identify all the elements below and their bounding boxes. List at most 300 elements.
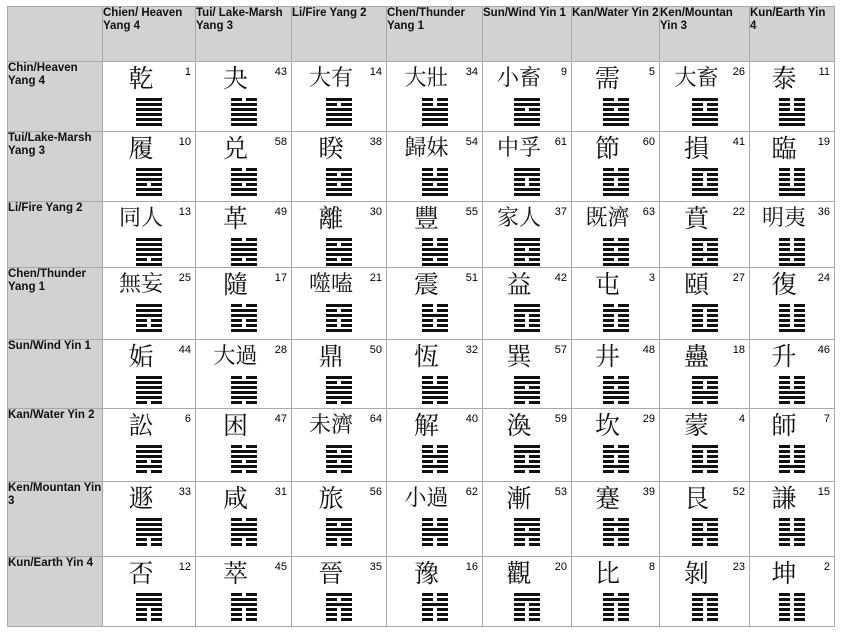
hexagram-number: 25 [178, 272, 191, 284]
yang-line [692, 396, 718, 399]
yin-line [692, 314, 718, 317]
hexagram-number: 64 [369, 413, 382, 425]
yang-line [422, 528, 448, 531]
yin-line [779, 593, 805, 596]
hexagram-symbol-icon [231, 304, 257, 332]
hexagram-cell [660, 557, 750, 627]
hexagram-name: 革 [222, 204, 248, 233]
hexagram-symbol-icon [136, 238, 162, 266]
hexagram-number: 48 [642, 344, 655, 356]
yang-line [514, 465, 540, 468]
hexagram-name: 既濟 [585, 206, 630, 231]
hexagram-name: 蠱 [683, 342, 709, 371]
hexagram-name: 萃 [222, 559, 248, 588]
column-header-3: Li/Fire Yang 2 [292, 7, 387, 62]
hexagram-cell [750, 132, 835, 202]
hexagram-name: 頤 [683, 270, 709, 299]
yin-line [514, 603, 540, 606]
yin-line [231, 543, 257, 546]
yin-line [136, 538, 162, 541]
yin-line [422, 613, 448, 616]
yin-line [779, 523, 805, 526]
yin-line [603, 168, 629, 171]
yang-line [326, 248, 352, 251]
yin-line [692, 381, 718, 384]
yin-line [603, 183, 629, 186]
yin-line [326, 381, 352, 384]
yang-line [136, 248, 162, 251]
hexagram-name: 井 [594, 342, 620, 371]
hexagram-number: 51 [465, 272, 478, 284]
yin-line [779, 108, 805, 111]
yin-line [231, 304, 257, 307]
yin-line [692, 319, 718, 322]
yang-line [326, 455, 352, 458]
yang-line [422, 386, 448, 389]
hexagram-name: 豫 [413, 559, 439, 588]
hexagram-symbol-icon [326, 445, 352, 473]
yang-line [136, 193, 162, 196]
yin-line [514, 178, 540, 181]
hexagram-symbol-icon [603, 593, 629, 621]
yin-line [692, 543, 718, 546]
hexagram-cell [292, 557, 387, 627]
yang-line [231, 523, 257, 526]
column-header-5: Sun/Wind Yin 1 [483, 7, 572, 62]
hexagram-number: 27 [732, 272, 745, 284]
yang-line [231, 528, 257, 531]
yang-line [136, 329, 162, 332]
yang-line [136, 455, 162, 458]
table-row [8, 340, 835, 409]
hexagram-number: 52 [732, 486, 745, 498]
hexagram-symbol-icon [326, 238, 352, 266]
column-header-8: Kun/Earth Yin 4 [750, 7, 835, 62]
yang-line [326, 98, 352, 101]
hexagram-symbol-icon [779, 238, 805, 266]
hexagram-symbol-icon [514, 376, 540, 404]
yang-line [231, 386, 257, 389]
yin-line [514, 528, 540, 531]
hexagram-symbol-icon [692, 593, 718, 621]
yang-line [326, 108, 352, 111]
hexagram-symbol-icon [231, 98, 257, 126]
yang-line [326, 304, 352, 307]
yang-line [422, 248, 448, 251]
hexagram-symbol-icon [326, 593, 352, 621]
table-row [8, 202, 835, 268]
hexagram-cell [483, 482, 572, 557]
yang-line [603, 173, 629, 176]
hexagram-symbol-icon [779, 376, 805, 404]
hexagram-name: 賁 [683, 204, 709, 233]
hexagram-symbol-icon [692, 518, 718, 546]
hexagram-symbol-icon [603, 304, 629, 332]
yin-line [422, 523, 448, 526]
yang-line [692, 253, 718, 256]
hexagram-symbol-icon [692, 168, 718, 196]
yang-line [422, 455, 448, 458]
yin-line [514, 258, 540, 261]
yang-line [231, 455, 257, 458]
hexagram-cell [292, 340, 387, 409]
yang-line [692, 123, 718, 126]
hexagram-name: 觀 [506, 559, 532, 588]
yang-line [603, 193, 629, 196]
hexagram-symbol-icon [136, 445, 162, 473]
yin-line [779, 460, 805, 463]
yang-line [514, 304, 540, 307]
hexagram-number: 12 [178, 561, 191, 573]
yang-line [603, 118, 629, 121]
hexagram-cell [483, 62, 572, 132]
hexagram-cell [572, 482, 660, 557]
hexagram-name: 剝 [683, 559, 709, 588]
hexagram-symbol-icon [231, 168, 257, 196]
hexagram-symbol-icon [514, 98, 540, 126]
yang-line [136, 238, 162, 241]
yin-line [422, 608, 448, 611]
yin-line [514, 613, 540, 616]
yin-line [779, 603, 805, 606]
yin-line [779, 173, 805, 176]
hexagram-number: 57 [554, 344, 567, 356]
hexagram-name: 訟 [128, 411, 154, 440]
yang-line [692, 465, 718, 468]
yang-line [692, 113, 718, 116]
yang-line [136, 465, 162, 468]
yang-line [136, 123, 162, 126]
yang-line [326, 386, 352, 389]
yin-line [779, 538, 805, 541]
hexagram-number: 24 [817, 272, 830, 284]
yang-line [692, 533, 718, 536]
yang-line [692, 518, 718, 521]
yin-line [779, 304, 805, 307]
hexagram-cell [103, 268, 196, 340]
yin-line [779, 608, 805, 611]
yang-line [779, 329, 805, 332]
yin-line [603, 178, 629, 181]
yang-line [514, 593, 540, 596]
yang-line [603, 243, 629, 246]
yin-line [231, 608, 257, 611]
yang-line [136, 391, 162, 394]
row-header-4: Chen/Thunder Yang 1 [8, 268, 103, 340]
yang-line [326, 188, 352, 191]
yang-line [231, 108, 257, 111]
yin-line [603, 543, 629, 546]
hexagram-name: 姤 [128, 342, 154, 371]
yin-line [603, 386, 629, 389]
yang-line [136, 173, 162, 176]
yang-line [692, 329, 718, 332]
yang-line [514, 98, 540, 101]
yang-line [514, 381, 540, 384]
yin-line [326, 538, 352, 541]
yang-line [422, 113, 448, 116]
yin-line [422, 319, 448, 322]
yang-line [231, 103, 257, 106]
yin-line [514, 314, 540, 317]
yang-line [514, 243, 540, 246]
hexagram-number: 4 [738, 413, 745, 425]
hexagram-symbol-icon [692, 304, 718, 332]
yin-line [422, 103, 448, 106]
hexagram-number: 26 [732, 66, 745, 78]
hexagram-cell [750, 409, 835, 482]
yang-line [136, 396, 162, 399]
hexagram-cell [196, 557, 292, 627]
yang-line [231, 391, 257, 394]
yin-line [603, 608, 629, 611]
yin-line [692, 309, 718, 312]
hexagram-cell [750, 482, 835, 557]
hexagram-symbol-icon [514, 238, 540, 266]
hexagram-name: 蒙 [683, 411, 709, 440]
yang-line [231, 253, 257, 256]
yang-line [136, 98, 162, 101]
yang-line [603, 123, 629, 126]
hexagram-cell [387, 268, 483, 340]
yin-line [779, 324, 805, 327]
yin-line [422, 593, 448, 596]
yin-line [231, 470, 257, 473]
hexagram-name: 豐 [413, 204, 439, 233]
yang-line [231, 533, 257, 536]
yang-line [422, 396, 448, 399]
yang-line [136, 386, 162, 389]
yang-line [422, 465, 448, 468]
yang-line [603, 523, 629, 526]
hexagram-name: 遯 [128, 484, 154, 513]
yang-line [422, 178, 448, 181]
yin-line [422, 518, 448, 521]
hexagram-symbol-icon [422, 98, 448, 126]
yin-line [603, 528, 629, 531]
hexagram-name: 否 [128, 559, 154, 588]
row-header-2: Tui/Lake-Marsh Yang 3 [8, 132, 103, 202]
hexagram-cell [483, 557, 572, 627]
yang-line [326, 533, 352, 536]
yang-line [231, 263, 257, 266]
yin-line [231, 618, 257, 621]
yin-line [603, 613, 629, 616]
yang-line [692, 445, 718, 448]
yin-line [692, 243, 718, 246]
hexagram-cell [483, 340, 572, 409]
hexagram-name: 比 [594, 559, 620, 588]
hexagram-symbol-icon [326, 98, 352, 126]
hexagram-symbol-icon [692, 376, 718, 404]
hexagram-cell [387, 62, 483, 132]
hexagram-cell [572, 202, 660, 268]
yang-line [514, 533, 540, 536]
yang-line [136, 253, 162, 256]
yang-line [231, 450, 257, 453]
yang-line [603, 396, 629, 399]
yin-line [692, 173, 718, 176]
yang-line [692, 188, 718, 191]
hexagram-cell [660, 132, 750, 202]
hexagram-symbol-icon [326, 376, 352, 404]
hexagram-number: 49 [274, 206, 287, 218]
yang-line [231, 603, 257, 606]
hexagram-symbol-icon [422, 304, 448, 332]
yang-line [692, 593, 718, 596]
yang-line [136, 603, 162, 606]
yang-line [136, 314, 162, 317]
hexagram-symbol-icon [514, 304, 540, 332]
hexagram-cell [292, 482, 387, 557]
hexagram-name: 大過 [213, 344, 258, 369]
yin-line [603, 460, 629, 463]
yin-line [779, 103, 805, 106]
hexagram-name: 解 [413, 411, 439, 440]
yin-line [603, 376, 629, 379]
hexagram-number: 35 [369, 561, 382, 573]
yin-line [422, 173, 448, 176]
hexagram-name: 晉 [318, 559, 344, 588]
hexagram-cell [103, 62, 196, 132]
yin-line [422, 258, 448, 261]
yin-line [326, 401, 352, 404]
yin-line [422, 538, 448, 541]
yang-line [231, 173, 257, 176]
yang-line [514, 450, 540, 453]
hexagram-number: 61 [554, 136, 567, 148]
hexagram-number: 23 [732, 561, 745, 573]
yang-line [422, 314, 448, 317]
hexagram-cell [660, 482, 750, 557]
yin-line [326, 523, 352, 526]
yin-line [603, 238, 629, 241]
yang-line [514, 391, 540, 394]
yin-line [136, 543, 162, 546]
yin-line [692, 258, 718, 261]
yin-line [231, 613, 257, 616]
hexagram-name: 旅 [318, 484, 344, 513]
yang-line [422, 253, 448, 256]
hexagram-number: 36 [817, 206, 830, 218]
yang-line [326, 193, 352, 196]
yang-line [326, 123, 352, 126]
yang-line [326, 118, 352, 121]
hexagram-name: 兑 [222, 134, 248, 163]
yang-line [514, 103, 540, 106]
hexagram-cell [572, 132, 660, 202]
hexagram-cell [572, 268, 660, 340]
hexagram-name: 益 [506, 270, 532, 299]
hexagram-name: 升 [771, 342, 797, 371]
table-body [8, 7, 835, 627]
yang-line [231, 465, 257, 468]
yang-line [603, 253, 629, 256]
yin-line [136, 470, 162, 473]
yin-line [326, 608, 352, 611]
yang-line [692, 304, 718, 307]
yang-line [326, 465, 352, 468]
yang-line [514, 445, 540, 448]
yin-line [231, 183, 257, 186]
hexagram-cell [387, 482, 483, 557]
yang-line [326, 376, 352, 379]
yang-line [422, 329, 448, 332]
yin-line [422, 238, 448, 241]
hexagram-number: 5 [648, 66, 655, 78]
yang-line [514, 113, 540, 116]
hexagram-name: 大有 [308, 66, 353, 91]
yin-line [514, 543, 540, 546]
yin-line [779, 314, 805, 317]
yang-line [692, 376, 718, 379]
yin-line [326, 460, 352, 463]
hexagram-symbol-icon [231, 593, 257, 621]
hexagram-number: 21 [369, 272, 382, 284]
yin-line [136, 183, 162, 186]
yin-line [231, 460, 257, 463]
column-header-7: Ken/Mountan Yin 3 [660, 7, 750, 62]
corner-cell [8, 7, 103, 62]
table-row [8, 132, 835, 202]
hexagram-cell [103, 557, 196, 627]
yin-line [514, 248, 540, 251]
yang-line [326, 113, 352, 116]
hexagram-symbol-icon [422, 518, 448, 546]
yang-line [779, 188, 805, 191]
hexagram-number: 14 [369, 66, 382, 78]
yin-line [779, 238, 805, 241]
yang-line [136, 523, 162, 526]
hexagram-name: 謙 [771, 484, 797, 513]
hexagram-symbol-icon [603, 518, 629, 546]
yin-line [692, 248, 718, 251]
hexagram-cell [103, 409, 196, 482]
hexagram-cell [292, 268, 387, 340]
hexagram-number: 16 [465, 561, 478, 573]
yang-line [779, 193, 805, 196]
hexagram-name: 中孚 [496, 136, 541, 161]
yang-line [514, 168, 540, 171]
yang-line [231, 188, 257, 191]
hexagram-symbol-icon [231, 445, 257, 473]
yang-line [136, 188, 162, 191]
yin-line [136, 618, 162, 621]
yang-line [231, 309, 257, 312]
yin-line [422, 304, 448, 307]
yang-line [231, 314, 257, 317]
hexagram-number: 41 [732, 136, 745, 148]
yang-line [692, 238, 718, 241]
hexagram-symbol-icon [692, 98, 718, 126]
yin-line [779, 381, 805, 384]
yin-line [779, 455, 805, 458]
hexagram-cell [196, 340, 292, 409]
yang-line [326, 603, 352, 606]
yin-line [422, 183, 448, 186]
yin-line [422, 445, 448, 448]
hexagram-cell [292, 132, 387, 202]
yin-line [231, 518, 257, 521]
yang-line [422, 193, 448, 196]
hexagram-symbol-icon [422, 168, 448, 196]
row-header-6: Kan/Water Yin 2 [8, 409, 103, 482]
yin-line [514, 319, 540, 322]
hexagram-symbol-icon [422, 238, 448, 266]
yang-line [136, 593, 162, 596]
yang-line [514, 118, 540, 121]
yin-line [603, 319, 629, 322]
